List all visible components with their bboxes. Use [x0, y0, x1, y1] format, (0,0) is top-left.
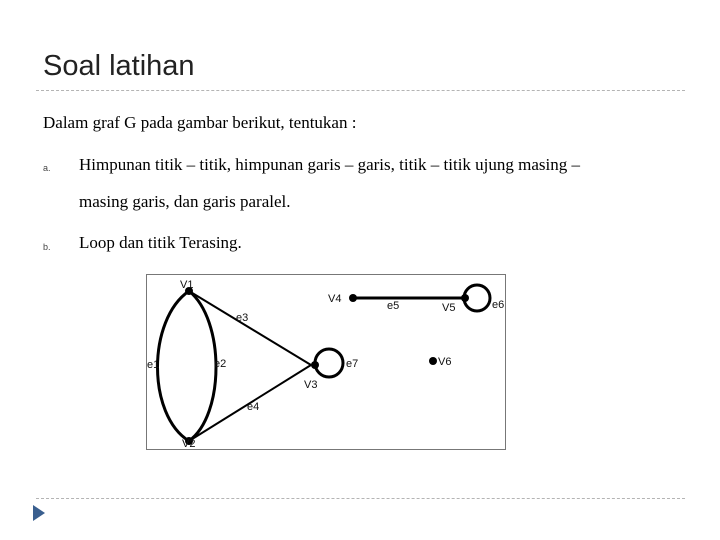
item-a-line1: Himpunan titik – titik, himpunan garis – garis, titik – titik ujung masing – — [79, 155, 581, 174]
label-e3: e3 — [236, 312, 249, 324]
label-e6: e6 — [492, 299, 505, 311]
title-divider — [36, 90, 685, 91]
label-v2: V2 — [182, 438, 196, 450]
play-triangle-icon[interactable] — [33, 505, 45, 521]
label-e4: e4 — [247, 401, 260, 413]
item-a-line2: masing garis, dan garis paralel. — [79, 192, 291, 211]
label-v1: V1 — [180, 279, 194, 291]
edge-e7 — [315, 349, 343, 377]
label-v5: V5 — [442, 302, 456, 314]
edge-e1 — [158, 291, 190, 441]
vertex-v4 — [349, 294, 357, 302]
label-e7: e7 — [346, 358, 359, 370]
footer-divider — [36, 498, 685, 499]
label-v4: V4 — [328, 293, 342, 305]
vertex-v5 — [461, 294, 469, 302]
item-b-line1: Loop dan titik Terasing. — [79, 233, 242, 252]
vertex-v3 — [311, 361, 319, 369]
vertex-v6 — [429, 357, 437, 365]
edge-e2 — [189, 291, 216, 441]
intro-text: Dalam graf G pada gambar berikut, tentukan : — [43, 113, 357, 132]
label-e5: e5 — [387, 300, 400, 312]
graph-figure — [146, 274, 506, 450]
label-e2: e2 — [214, 358, 227, 370]
item-marker-a: a. — [43, 163, 51, 173]
label-e1: e1 — [147, 359, 160, 371]
edge-e3 — [189, 291, 311, 365]
graph-svg — [147, 275, 507, 451]
slide-title: Soal latihan — [43, 50, 195, 82]
label-v6: V6 — [438, 356, 452, 368]
item-marker-b: b. — [43, 242, 51, 252]
label-v3: V3 — [304, 379, 318, 391]
